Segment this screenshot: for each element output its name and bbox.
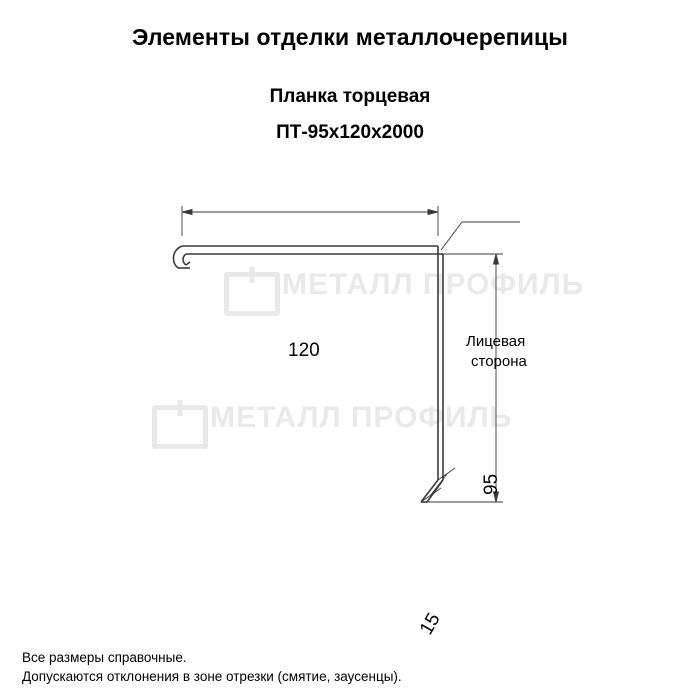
profile-outline xyxy=(173,246,443,502)
technical-drawing xyxy=(0,150,700,639)
page-title: Элементы отделки металлочерепицы xyxy=(131,24,568,50)
footnote-1: Все размеры справочные. xyxy=(22,650,187,665)
drawing-svg xyxy=(0,150,700,570)
dimension-label-120: 120 xyxy=(288,340,320,361)
footnote-2: Допускаются отклонения в зоне отрезки (смятие, заусенцы). xyxy=(22,669,402,684)
watermark-text-2: МЕТАЛЛ ПРОФИЛЬ xyxy=(210,401,513,434)
callout-label-line2: сторона xyxy=(471,353,527,370)
callout-leader-line xyxy=(441,222,520,250)
product-code: ПТ-95x120x2000 xyxy=(276,122,424,143)
product-name: Планка торцевая xyxy=(269,86,431,107)
watermark-text-1: МЕТАЛЛ ПРОФИЛЬ xyxy=(282,268,585,301)
dimension-label-95: 95 xyxy=(481,473,502,495)
dimension-label-15: 15 xyxy=(416,609,445,639)
callout-label-line1: Лицевая xyxy=(466,333,526,350)
dimension-120 xyxy=(182,206,438,236)
footnotes xyxy=(22,648,402,686)
